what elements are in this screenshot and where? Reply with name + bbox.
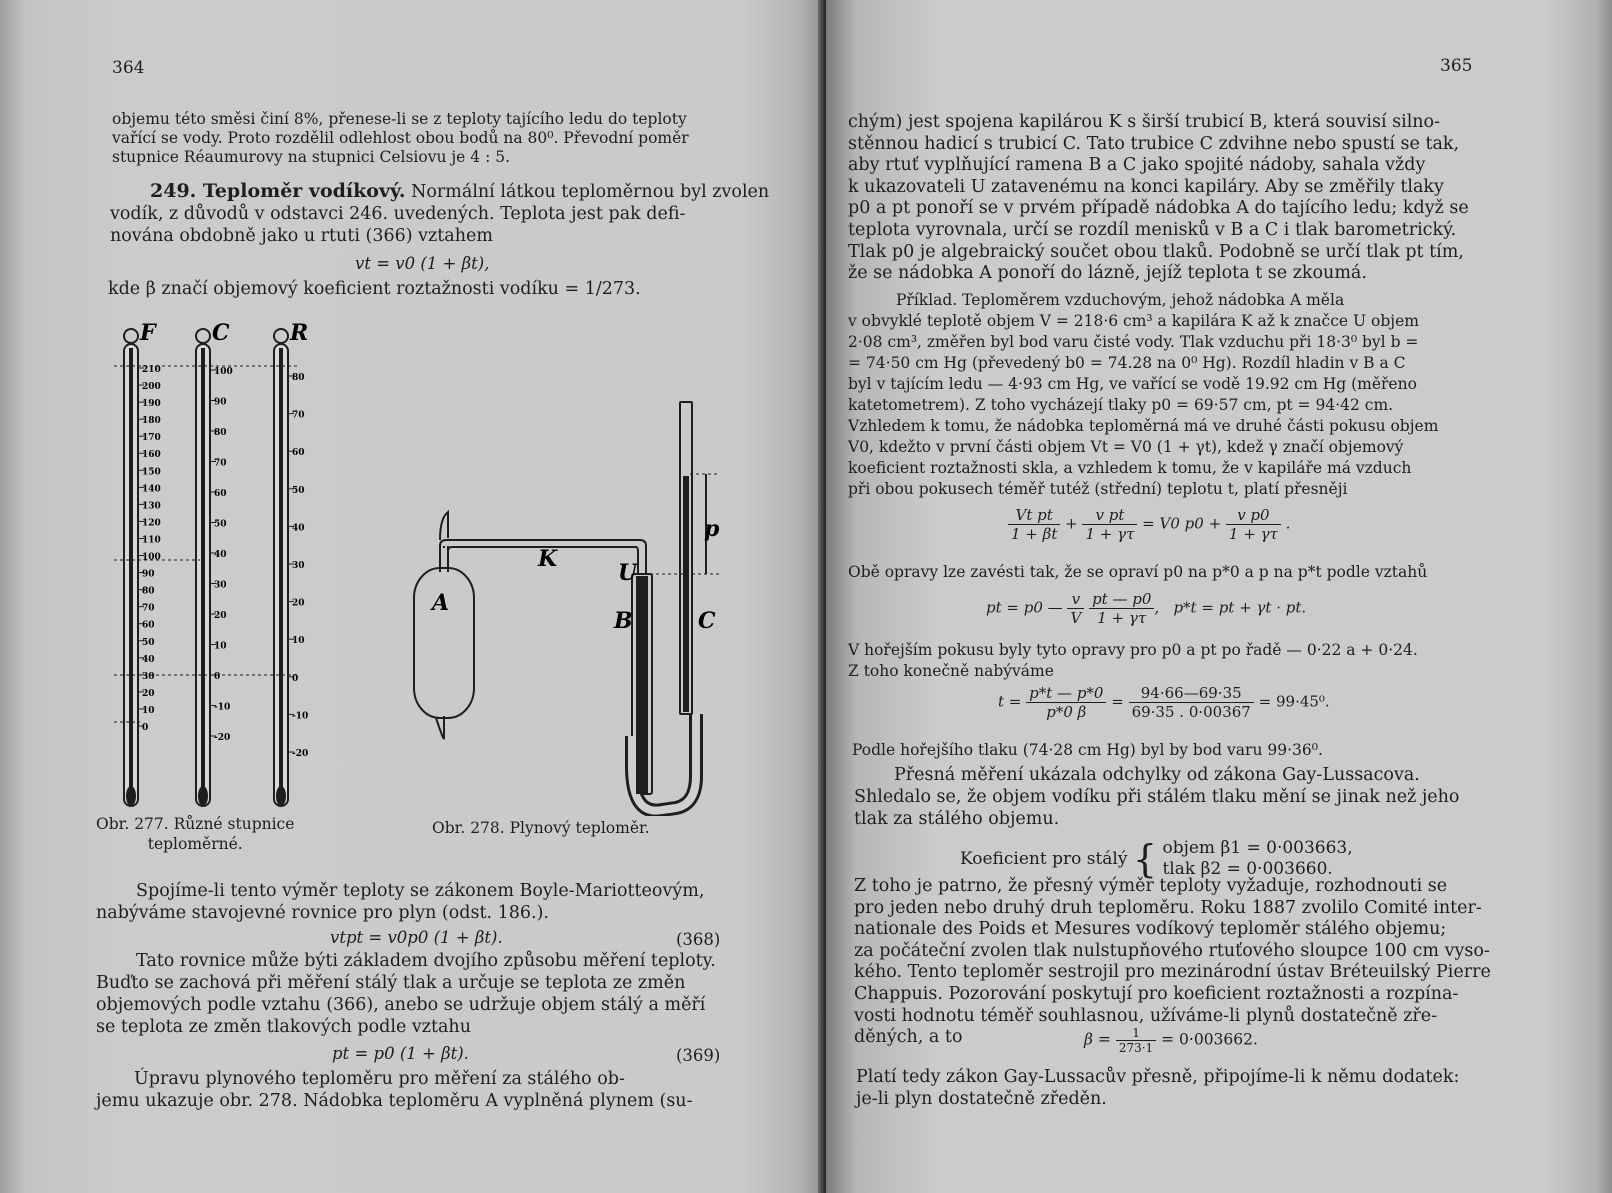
text-line: je-li plyn dostatečně zředěn. <box>856 1089 1107 1109</box>
text-line: Buďto se zachová při měření stálý tlak a určuje se teplota ze změn <box>96 973 686 993</box>
scale-tick-label: 210 <box>142 365 161 375</box>
text-line: že se nádobka A ponoří do lázně, jejíž teplota t se zkoumá. <box>848 263 1367 284</box>
scale-tick-label: 60 <box>292 448 305 459</box>
equation-left: pt = p0 — <box>986 598 1063 617</box>
scale-tick-label: 40 <box>142 654 155 665</box>
text-line: Z toho konečně nabýváme <box>848 662 1054 680</box>
example-paragraph <box>848 290 1438 500</box>
scale-tick-label: 150 <box>142 467 161 478</box>
text-line: p0 a pt ponoří se v prvém případě nádobka A do tajícího ledu; když se <box>848 198 1469 219</box>
intro-paragraph <box>112 110 689 167</box>
scale-tick-label: -20 <box>214 733 231 743</box>
text-line: 2·08 cm³, změřen byl bod varu čisté vody. Tlak vzduchu při 18·3⁰ byl b = <box>848 333 1419 351</box>
scale-tick-label: 100 <box>142 552 161 563</box>
scale-tick-label: 80 <box>142 586 155 597</box>
text-line: vařící se vody. Proto rozdělil odlehlost obou bodů na 80⁰. Převodní poměr <box>112 129 689 147</box>
corrections-values <box>848 640 1418 682</box>
scale-tick-label: 10 <box>142 705 155 716</box>
denominator: 69·35 . 0·00367 <box>1131 703 1251 721</box>
caption-line: teploměrné. <box>147 835 243 853</box>
equation-369: pt = p0 (1 + βt). <box>332 1044 469 1063</box>
coefficient-row: tlak β2 = 0·003660. <box>1162 859 1333 879</box>
denominator: 1 + γτ <box>1228 525 1278 543</box>
brace: { <box>1132 837 1158 881</box>
text-line: = 74·50 cm Hg (převedený b0 = 74.28 na 0⁰ Hg). Rozdíl hladin v B a C <box>848 354 1406 372</box>
scale-tick-label: 80 <box>292 373 305 383</box>
numerator: 94·66—69·35 <box>1129 684 1254 703</box>
text-line: jemu ukazuje obr. 278. Nádobka teploměru A vyplněná plynem (su- <box>96 1091 693 1111</box>
scale-tick-label: 70 <box>214 458 227 469</box>
text-line: pro jeden nebo druhý druh teploměru. Roku 1887 zvolilo Comité inter- <box>854 897 1482 918</box>
equation-right: p*t = pt + γt · pt. <box>1173 598 1307 617</box>
scale-tick-label: 20 <box>292 598 305 609</box>
text-line: nationale des Poids et Mesures vodíkový teploměr stálého objemu; <box>854 919 1447 940</box>
scale-tick-label: 40 <box>292 523 305 534</box>
numerator: v p0 <box>1226 506 1281 525</box>
text-line: děných, a to <box>854 1027 963 1048</box>
scale-tick-label: 50 <box>214 519 227 530</box>
denominator: p*0 β <box>1046 703 1087 721</box>
formula-366: vt = v0 (1 + βt), <box>355 254 490 273</box>
equation-result: = 99·45⁰. <box>1258 692 1330 711</box>
coefficient-row: objem β1 = 0·003663, <box>1162 838 1353 858</box>
scale-tick-label: 80 <box>214 428 227 438</box>
paragraph-boyle <box>96 880 704 924</box>
scale-tick-label: 60 <box>214 489 227 499</box>
scale-label-c: C <box>212 320 230 346</box>
text-line: Úpravu plynového teploměru pro měření za stálého ob- <box>134 1069 625 1089</box>
scale-tick-label: 60 <box>142 620 155 631</box>
equation-left: t = <box>998 692 1022 711</box>
page-number: 365 <box>1440 56 1473 76</box>
text-line: Spojíme-li tento výměr teploty se zákonem Boyle-Mariotteovým, <box>136 881 705 901</box>
text-line: za počáteční zvolen tlak nulstupňového rtuťového sloupce 100 cm vyso- <box>854 940 1490 961</box>
scale-tick-label: 70 <box>142 603 155 614</box>
equation-main: $\frac{\text{Vt pt}}{1 + \beta t}$ + $\frac{\text{v pt}}{1 + \gamma\tau}$ = V0 p0 + $\frac{\text{v p0}}{1 + \gamma\tau}$ . <box>1008 506 1290 543</box>
text-line: Přesná měření ukázala odchylky od zákona Gay-Lussacova. <box>894 765 1420 785</box>
figure-277-caption <box>96 814 294 854</box>
scale-tick-label: 10 <box>214 641 227 652</box>
text-line: vosti hodnotu téměř souhlasnou, užíváme-li plynů dostatečně zře- <box>854 1005 1438 1026</box>
text-line: katetometrem). Z toho vycházejí tlaky p0 = 69·57 cm, pt = 94·42 cm. <box>848 396 1394 414</box>
text-line: kého. Tento teploměr sestrojil pro mezinárodní ústav Bréteuilský Pierre <box>854 962 1491 983</box>
scale-tick-label: 190 <box>142 399 161 410</box>
scale-tick-label: 0 <box>292 673 299 684</box>
label-p: p <box>704 516 720 542</box>
paragraph-deviations <box>854 764 1459 830</box>
text-line: Z toho je patrno, že přesný výměr teploty vyžaduje, rozhodnouti se <box>854 876 1448 896</box>
text-line: teplota vyrovnala, určí se rozdíl menisků v B a C i tlak barometrický. <box>848 219 1457 240</box>
scale-tick-label: -10 <box>292 711 309 722</box>
text-line: vodík, z důvodů v odstavci 246. uvedených. Teplota jest pak defi- <box>110 204 686 224</box>
text-line: v obvyklé teplotě objem V = 218·6 cm³ a kapilára K až k značce U objem <box>848 312 1419 330</box>
text-line: aby rtuť vyplňující ramena B a C jako spojité nádoby, sahala vždy <box>848 155 1426 176</box>
corrections-intro: Obě opravy lze zavésti tak, že se opraví p0 na p*0 a p na p*t podle vztahů <box>848 563 1428 581</box>
text-line: Vzhledem k tomu, že nádobka teploměrná má ve druhé části pokusu objem <box>848 417 1439 435</box>
text-line: V0, kdežto v první části objem Vt = V0 (1 + γt), kdež γ značí objemový <box>848 438 1404 456</box>
label-u: U <box>618 560 638 586</box>
scale-tick-label: 200 <box>142 382 161 393</box>
text-line: nabýváme stavojevné rovnice pro plyn (odst. 186.). <box>96 903 549 923</box>
text-line: stěnnou hadicí s trubicí C. Tato trubice C zdvihne nebo spustí se tak, <box>848 133 1460 154</box>
right-page <box>826 0 1612 1193</box>
scale-tick-label: 170 <box>142 433 161 444</box>
text-line: Normální látkou teploměrnou byl zvolen <box>411 182 770 202</box>
beta-definition: kde β značí objemový koeficient roztažnosti vodíku = 1/273. <box>108 279 641 299</box>
label-a: A <box>432 590 450 616</box>
scale-tick-label: 120 <box>142 518 161 529</box>
scale-tick-label: 50 <box>292 485 305 496</box>
text-line: nována obdobně jako u rtuti (366) vztahem <box>110 226 493 246</box>
numerator: 1 <box>1116 1026 1156 1041</box>
denominator: V <box>1070 609 1082 627</box>
section-249 <box>110 180 769 247</box>
text-line: Shledalo se, že objem vodíku při stálém tlaku mění se jinak než jeho <box>854 787 1460 807</box>
boiling-point-line: Podle hořejšího tlaku (74·28 cm Hg) byl by bod varu 99·36⁰. <box>852 741 1323 759</box>
thermometer-celsius <box>196 320 233 806</box>
paragraph-conclusion <box>856 1066 1459 1110</box>
denominator: 273·1 <box>1118 1041 1154 1055</box>
paragraph-apparatus-cont <box>848 112 1469 285</box>
equation-number: (369) <box>676 1046 721 1065</box>
equation-number: (368) <box>676 930 721 949</box>
scale-tick-label: 90 <box>142 569 155 580</box>
scale-tick-label: 100 <box>214 367 233 377</box>
text-line: Chappuis. Pozorování poskytují pro koeficient roztažnosti a rozpína- <box>854 983 1459 1004</box>
equation-368: vtpt = v0p0 (1 + βt). <box>330 928 503 947</box>
scale-tick-label: 180 <box>142 416 161 427</box>
text-line: objemových podle vztahu (366), anebo se udržuje objem stálý a měří <box>96 995 706 1015</box>
text-line: stupnice Réaumurovy na stupnici Celsiovu je 4 : 5. <box>112 148 511 166</box>
label-b: B <box>614 608 633 634</box>
thermometer-reaumur <box>274 320 308 806</box>
text-line: se teplota ze změn tlakových podle vztahu <box>96 1017 471 1037</box>
numerator: pt — p0 <box>1089 590 1154 609</box>
text-line: koeficient roztažnosti skla, a vzhledem k tomu, že v kapiláře má vzduch <box>848 459 1412 477</box>
text-line: Tato rovnice může býti základem dvojího způsobu měření teploty. <box>136 951 716 971</box>
caption-line: Obr. 277. Různé stupnice <box>96 815 295 833</box>
scale-tick-label: 140 <box>142 484 161 495</box>
text-line: Příklad. Teploměrem vzduchovým, jehož nádobka A měla <box>896 291 1345 309</box>
coefficient-block <box>960 838 1353 880</box>
figure-277-thermometers <box>100 318 340 818</box>
equation-corrections: pt = p0 — $\frac{v}{V}$ $\frac{pt — p0}{1 + \gamma\tau}$ , p*t = pt + γt · pt. <box>986 590 1307 627</box>
scale-tick-label: 160 <box>142 450 161 461</box>
scale-tick-label: -10 <box>214 702 231 713</box>
scale-tick-label: 90 <box>214 397 227 408</box>
denominator: 1 + γτ <box>1097 609 1147 627</box>
label-k: K <box>538 546 558 572</box>
scale-tick-label: 0 <box>142 723 149 733</box>
scale-tick-label: 50 <box>142 637 155 648</box>
scale-tick-label: 20 <box>142 688 155 699</box>
equation-left: β = <box>1084 1030 1111 1049</box>
page-number: 364 <box>112 58 145 78</box>
denominator: 1 + βt <box>1011 525 1058 543</box>
text-line: V hořejším pokusu byly tyto opravy pro p0 a pt po řadě — 0·22 a + 0·24. <box>848 641 1418 659</box>
numerator: p*t — p*0 <box>1026 684 1106 703</box>
denominator: 1 + γτ <box>1085 525 1135 543</box>
equation-temperature: t = $\frac{p*t — p*0}{p*0 \beta}$ = $\frac{94\cdot 66—69\cdot 35}{69\cdot 35 . 0\cdot 00367}$ = 99·45⁰. <box>998 684 1330 721</box>
text-line: Platí tedy zákon Gay-Lussacův přesně, připojíme-li k němu dodatek: <box>856 1067 1460 1087</box>
numerator: v <box>1067 590 1084 609</box>
scale-tick-label: 110 <box>142 535 161 546</box>
scale-label-f: F <box>140 320 156 346</box>
equation-middle: = V0 p0 + <box>1142 514 1222 533</box>
numerator: Vt pt <box>1008 506 1060 525</box>
thermometer-fahrenheit <box>124 320 161 806</box>
scale-tick-label: 10 <box>292 636 305 647</box>
section-heading: 249. Teploměr vodíkový. <box>150 180 406 202</box>
numerator: v pt <box>1082 506 1137 525</box>
text-line: objemu této směsi činí 8%, přenese-li se z teploty tajícího ledu do teploty <box>112 110 687 128</box>
text-line: k ukazovateli U zatavenému na konci kapiláry. Aby se změřily tlaky <box>848 176 1444 197</box>
text-line: chým) jest spojena kapilárou K s širší trubicí B, která souvisí silno- <box>848 112 1441 132</box>
text-line: Tlak p0 je algebraický součet obou tlaků. Podobně se určí tlak pt tím, <box>848 241 1464 262</box>
scale-tick-label: 0 <box>214 672 221 682</box>
scale-tick-label: 70 <box>292 410 305 421</box>
paragraph-comite <box>854 876 1491 1049</box>
text-line: byl v tajícím ledu — 4·93 cm Hg, ve vařící se vodě 19.92 cm Hg (měřeno <box>848 375 1417 393</box>
paragraph-apparatus <box>96 1068 692 1112</box>
scale-tick-label: 20 <box>214 611 227 621</box>
scale-tick-label: 40 <box>214 550 227 560</box>
scale-tick-label: 30 <box>292 561 305 571</box>
scale-tick-label: 130 <box>142 501 161 512</box>
equation-beta <box>1084 1026 1258 1055</box>
coefficient-label: Koeficient pro stálý <box>960 849 1128 869</box>
figure-278-gas-thermometer <box>400 396 730 816</box>
scale-tick-label: 30 <box>142 671 155 682</box>
scale-tick-label: 30 <box>214 580 227 591</box>
paragraph-two-methods <box>96 950 716 1038</box>
text-line: při obou pokusech téměř tutéž (střední) teplotu t, platí přesněji <box>848 480 1348 498</box>
scale-tick-label: -20 <box>292 749 309 759</box>
equation-result: = 0·003662. <box>1161 1030 1258 1049</box>
label-c: C <box>698 608 716 634</box>
scale-label-r: R <box>290 320 309 346</box>
text-line: tlak za stálého objemu. <box>854 809 1060 829</box>
figure-278-caption: Obr. 278. Plynový teploměr. <box>432 819 650 837</box>
